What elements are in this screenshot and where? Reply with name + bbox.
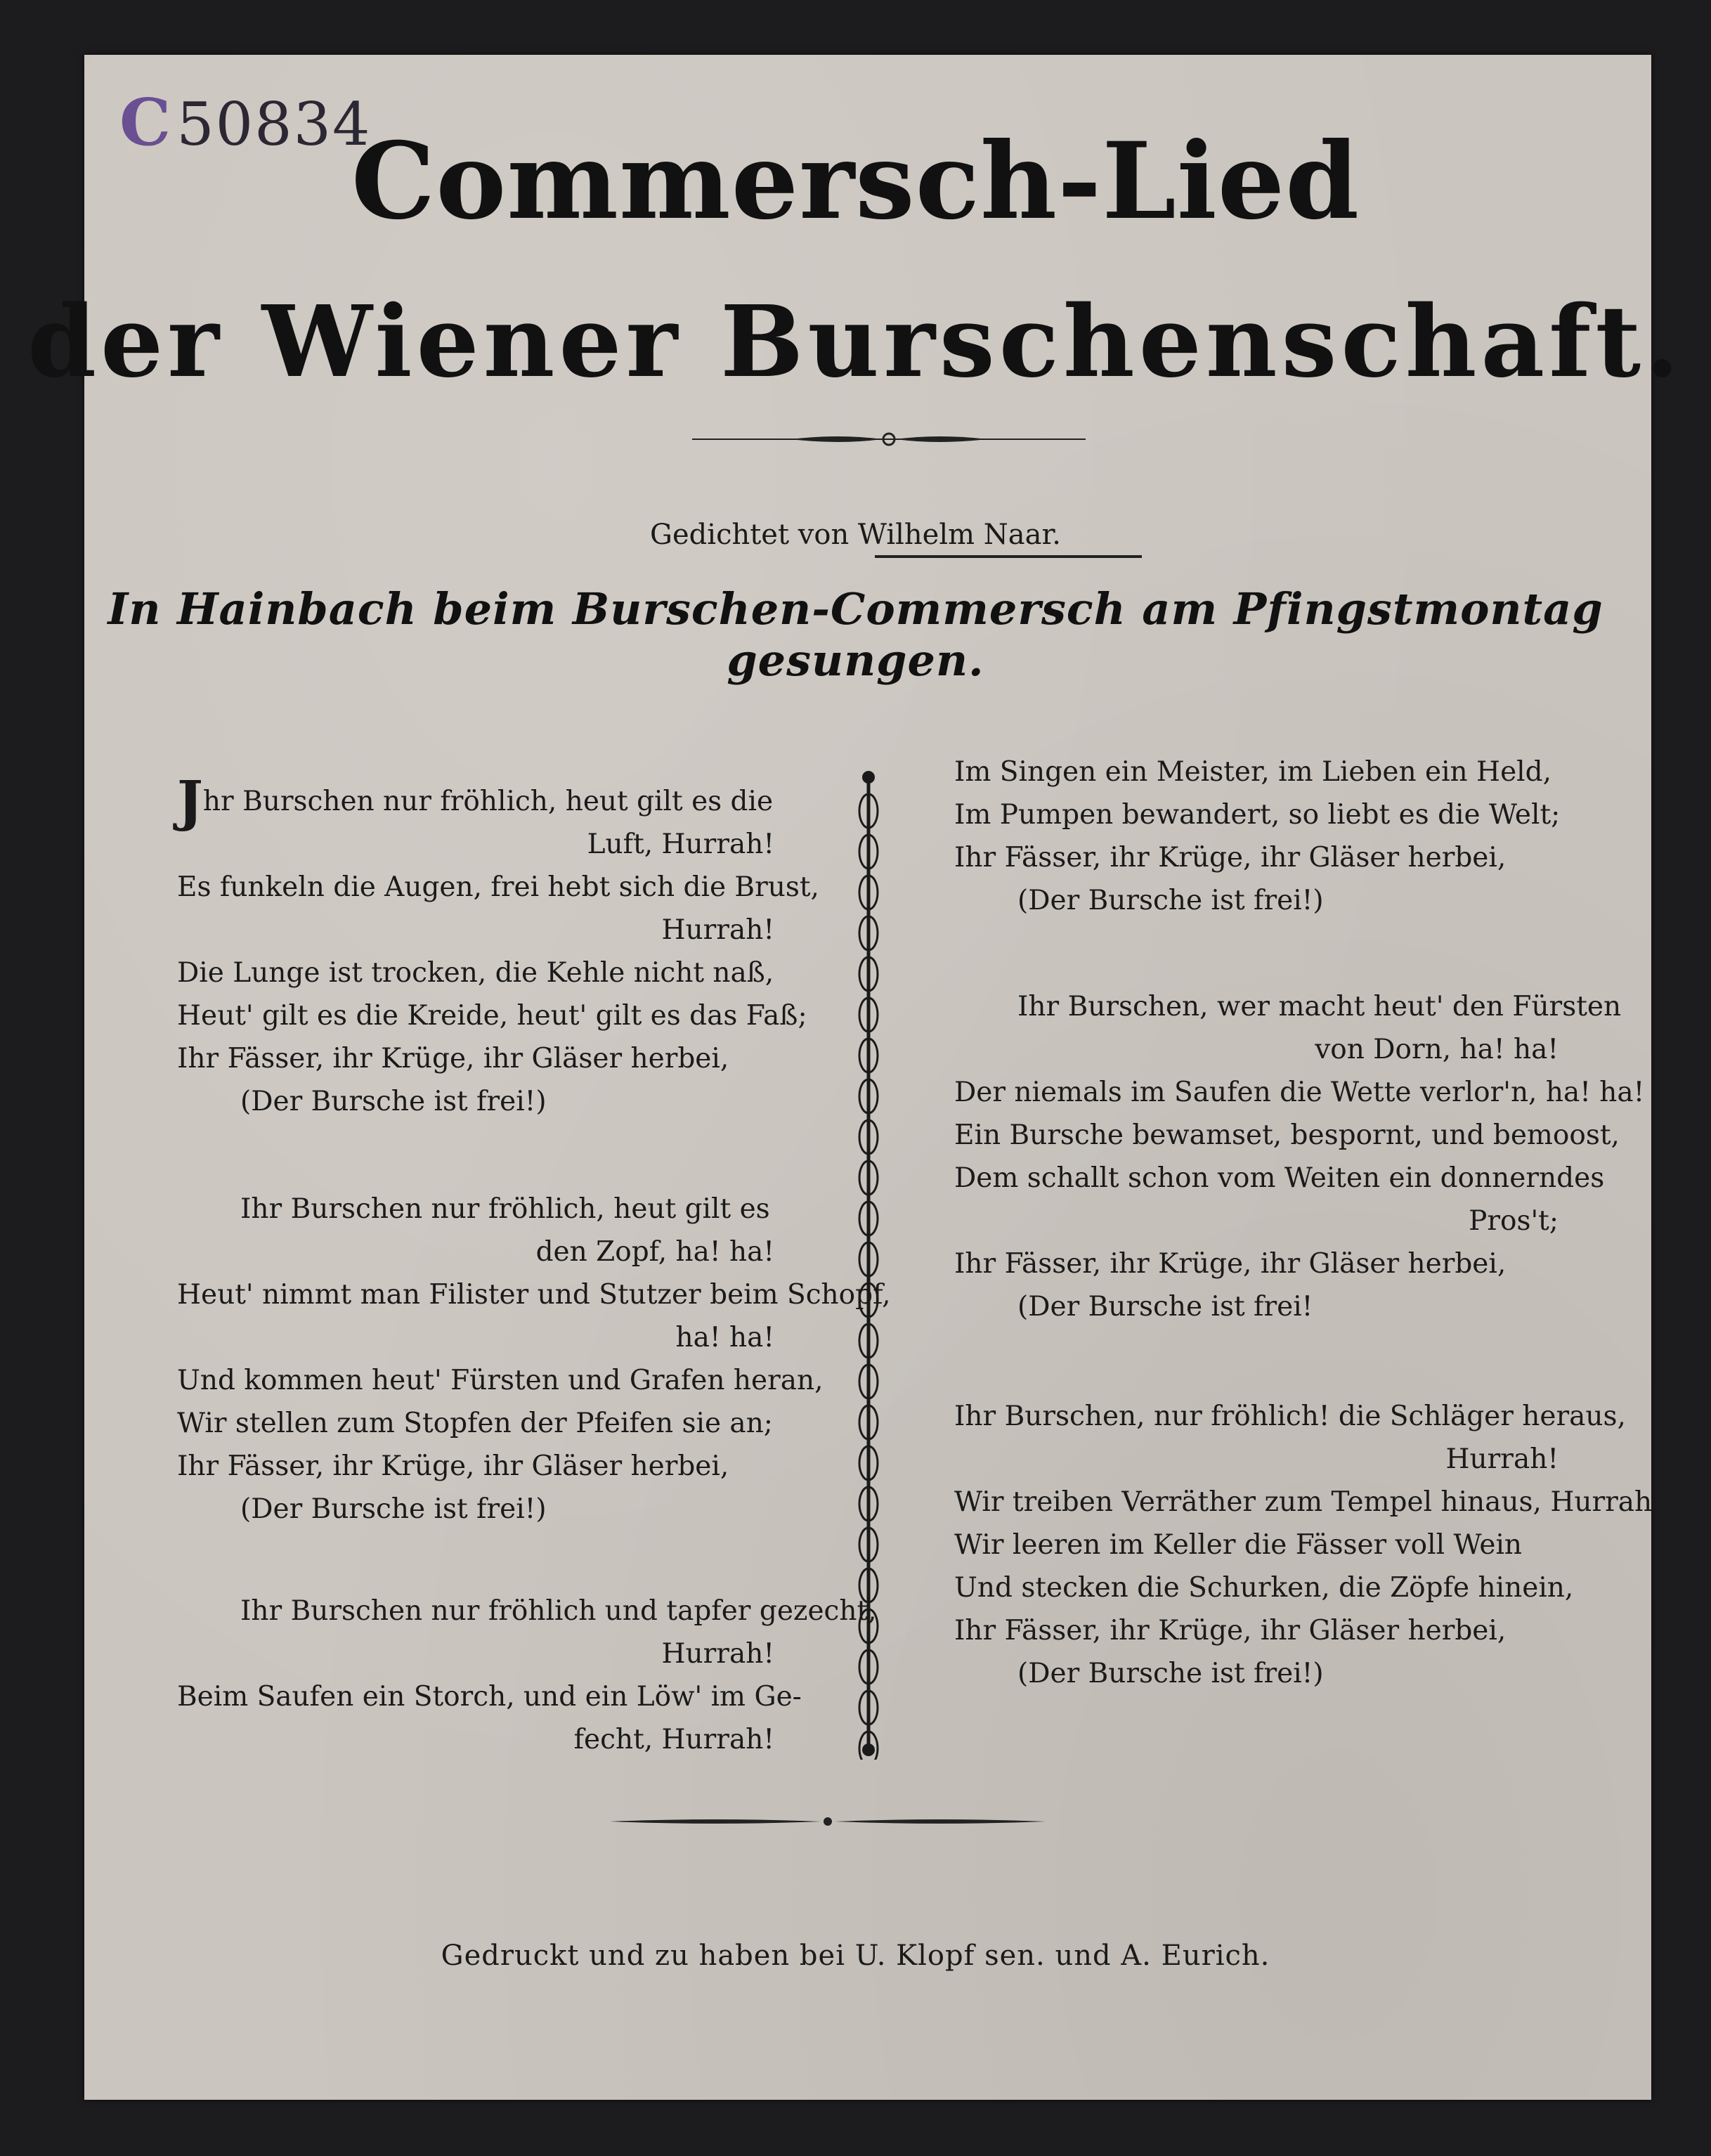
- verse-line: Und stecken die Schurken, die Zöpfe hinein,: [954, 1572, 1574, 1604]
- ornamental-column-divider: [847, 769, 890, 1760]
- refrain-line: (Der Bursche ist frei!): [240, 1086, 547, 1117]
- author-underline: [875, 555, 1142, 558]
- subtitle: In Hainbach beim Burschen-Commersch am Pfingstmontag gesungen.: [108, 583, 1603, 686]
- stanza-right-1: [954, 751, 1559, 922]
- stanza-right-3: [954, 1395, 1663, 1695]
- verse-line: Heut' gilt es die Kreide, heut' gilt es das Faß;: [177, 1000, 807, 1032]
- verse-line: Hurrah!: [661, 914, 774, 946]
- stanza-left-2: [177, 1188, 891, 1531]
- title-line-2: der Wiener Burschenschaft.: [27, 285, 1684, 400]
- verse-line: Wir stellen zum Stopfen der Pfeifen sie an;: [177, 1408, 773, 1439]
- verse-line: Ihr Burschen, wer macht heut' den Fürsten: [1017, 991, 1622, 1022]
- verse-line: Wir leeren im Keller die Fässer voll Wein: [954, 1529, 1523, 1561]
- bottom-ornament-rule: [610, 1807, 1046, 1836]
- verse-line: Der niemals im Saufen die Wette verlor'n, ha! ha!: [954, 1077, 1645, 1108]
- verse-line: Ihr Fässer, ihr Krüge, ihr Gläser herbei,: [954, 1615, 1507, 1647]
- verse-line: Es funkeln die Augen, frei hebt sich die Brust,: [177, 871, 819, 903]
- verse-line: Ihr Burschen nur fröhlich und tapfer gezecht,: [240, 1595, 877, 1627]
- verse-line: Luft, Hurrah!: [587, 829, 774, 860]
- stamp-prefix: C: [119, 84, 173, 160]
- verse-line: fecht, Hurrah!: [573, 1724, 774, 1755]
- stanza-left-1: [177, 769, 819, 1123]
- verse-line: Dem schallt schon vom Weiten ein donnerndes: [954, 1162, 1605, 1194]
- title-line-1: Commersch-Lied: [351, 119, 1360, 243]
- refrain-line: (Der Bursche ist frei!): [240, 1493, 547, 1525]
- verse-line: Hurrah!: [1445, 1443, 1559, 1475]
- verse-line: Ein Bursche bewamset, bespornt, und bemoost,: [954, 1119, 1620, 1151]
- verse-line: Ihr Burschen nur fröhlich, heut gilt es: [240, 1193, 770, 1225]
- refrain-line: (Der Bursche ist frei!: [1017, 1291, 1313, 1323]
- verse-line: Ihr Fässer, ihr Krüge, ihr Gläser herbei,: [954, 842, 1507, 874]
- verse-line: Die Lunge ist trocken, die Kehle nicht naß,: [177, 957, 774, 989]
- verse-line: ha! ha!: [675, 1322, 774, 1353]
- stanza-right-2: [954, 985, 1645, 1328]
- verse-line: Heut' nimmt man Filister und Stutzer beim Schopf,: [177, 1279, 891, 1311]
- refrain-line: (Der Bursche ist frei!): [1017, 1658, 1324, 1689]
- verse-line: Ihr Fässer, ihr Krüge, ihr Gläser herbei,: [177, 1043, 729, 1074]
- verse-line: Wir treiben Verräther zum Tempel hinaus, Hurrah!: [954, 1486, 1663, 1518]
- stanza-left-3: [177, 1590, 877, 1761]
- verse-line: Ihr Fässer, ihr Krüge, ihr Gläser herbei,: [954, 1248, 1507, 1280]
- printer-imprint: Gedruckt und zu haben bei U. Klopf sen. und A. Eurich.: [441, 1940, 1270, 1972]
- author-line: Gedichtet von Wilhelm Naar.: [650, 519, 1061, 551]
- verse-line: von Dorn, ha! ha!: [1315, 1034, 1559, 1065]
- verse-line: Hurrah!: [661, 1638, 774, 1670]
- verse-line: Jhr Burschen nur fröhlich, heut gilt es die: [177, 769, 774, 833]
- verse-line: Ihr Fässer, ihr Krüge, ihr Gläser herbei,: [177, 1450, 729, 1482]
- verse-line: Im Pumpen bewandert, so liebt es die Welt;: [954, 799, 1561, 831]
- refrain-line: (Der Bursche ist frei!): [1017, 885, 1324, 916]
- title-ornament-rule: [692, 425, 1086, 453]
- verse-line: Pros't;: [1469, 1205, 1559, 1237]
- verse-line: Beim Saufen ein Storch, und ein Löw' im Ge-: [177, 1681, 802, 1713]
- verse-line: Im Singen ein Meister, im Lieben ein Held,: [954, 756, 1551, 788]
- verse-line: den Zopf, ha! ha!: [535, 1236, 774, 1268]
- dropcap: J: [177, 769, 203, 833]
- verse-line: Und kommen heut' Fürsten und Grafen heran,: [177, 1365, 824, 1396]
- verse-line: Ihr Burschen, nur fröhlich! die Schläger heraus,: [954, 1401, 1626, 1432]
- stamp-number: 50834: [176, 90, 372, 159]
